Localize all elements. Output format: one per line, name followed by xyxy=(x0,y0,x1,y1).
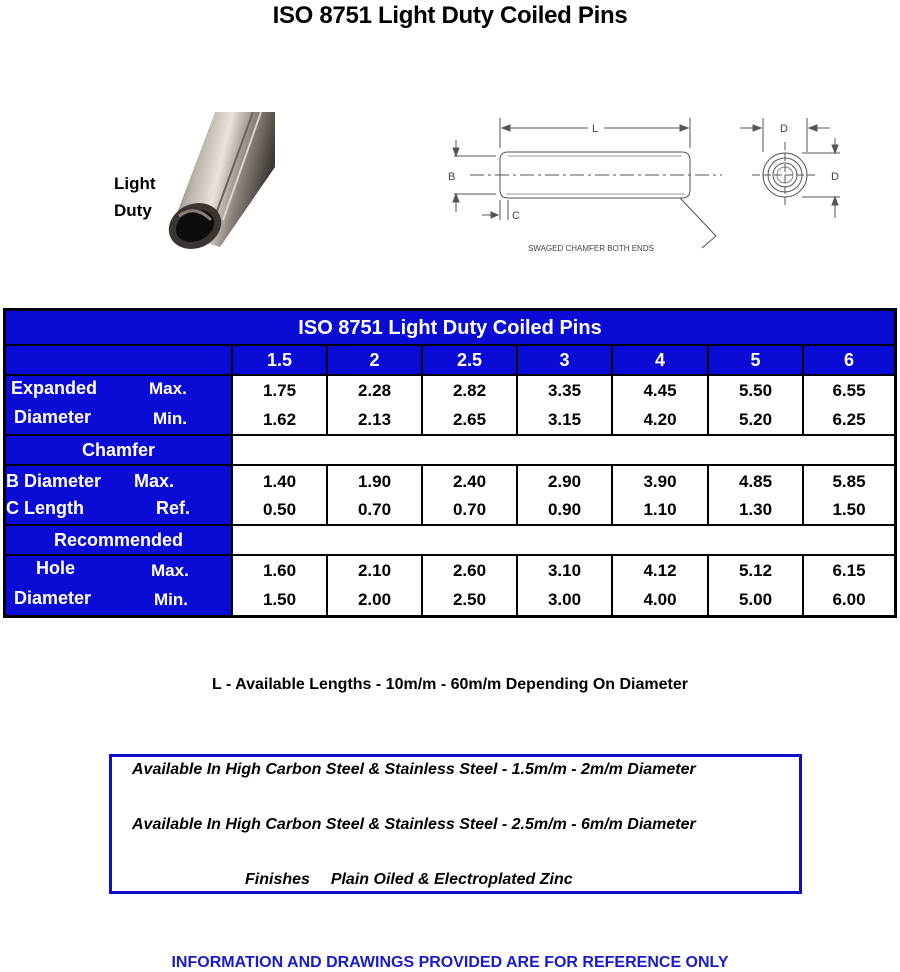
chamfer-cell-0 xyxy=(233,466,326,524)
c-length-value: 0.70 xyxy=(452,500,487,519)
expanded-min-value: 1.62 xyxy=(262,410,297,429)
chamfer-cell-3 xyxy=(518,466,611,524)
hole-cell-3 xyxy=(518,556,611,615)
header-blank xyxy=(6,346,231,374)
c-length-value: 0.50 xyxy=(262,500,297,519)
chamfer-heading: Chamfer xyxy=(6,436,231,464)
c-length-value: 1.10 xyxy=(643,500,677,519)
expanded-max-value: 1.75 xyxy=(262,381,297,400)
expanded-cell-2 xyxy=(423,376,516,434)
expanded-label: Expanded xyxy=(11,378,98,398)
size-header-5: 5 xyxy=(709,346,802,374)
chamfer-cell-6 xyxy=(804,466,894,524)
hole-cell-2 xyxy=(423,556,516,615)
recommended-blank xyxy=(233,526,894,554)
expanded-cell-6 xyxy=(804,376,894,434)
expanded-cell-4 xyxy=(613,376,707,434)
expanded-max-value: 2.82 xyxy=(452,381,487,400)
reference-disclaimer: INFORMATION AND DRAWINGS PROVIDED ARE FOR REFERENCE ONLY xyxy=(171,954,729,971)
finishes-value: Plain Oiled & Electroplated Zinc xyxy=(330,871,573,888)
expanded-min-value: 6.25 xyxy=(832,410,866,429)
hole-max-value: 4.12 xyxy=(643,561,677,580)
hole-max-value: 6.15 xyxy=(832,561,866,580)
hole-max-value: 2.60 xyxy=(452,561,487,580)
hole-min-label: Min. xyxy=(154,590,188,609)
b-diameter-value: 2.90 xyxy=(547,472,582,491)
b-diameter-value: 2.40 xyxy=(452,472,487,491)
drawing-note: SWAGED CHAMFER BOTH ENDS xyxy=(528,244,654,253)
drawing-label-D-right: D xyxy=(831,171,839,183)
hole-min-value: 4.00 xyxy=(643,590,677,609)
hole-min-value: 2.00 xyxy=(357,590,392,609)
chamfer-cell-5 xyxy=(709,466,802,524)
hole-min-value: 5.00 xyxy=(738,590,773,609)
b-diameter-value: 5.85 xyxy=(832,472,866,491)
size-header-1: 2 xyxy=(328,346,421,374)
expanded-min-value: 2.13 xyxy=(357,410,392,429)
finishes-line xyxy=(245,871,573,889)
expanded-cell-5 xyxy=(709,376,802,434)
hole-cell-5 xyxy=(709,556,802,615)
b-max-label: Max. xyxy=(134,471,175,491)
expanded-max-value: 3.35 xyxy=(547,381,582,400)
chamfer-blank xyxy=(233,436,894,464)
expanded-diameter-label xyxy=(6,376,231,434)
finishes-label: Finishes xyxy=(245,871,310,888)
b-diameter-value: 1.90 xyxy=(357,472,392,491)
b-diameter-value: 3.90 xyxy=(643,472,677,491)
hole-cell-6 xyxy=(804,556,894,615)
hole-max-value: 5.12 xyxy=(738,561,773,580)
drawing-label-L: L xyxy=(592,123,599,135)
chamfer-cell-1 xyxy=(328,466,421,524)
chamfer-cell-4 xyxy=(613,466,707,524)
diameter-label: Diameter xyxy=(14,407,92,427)
expanded-cell-1 xyxy=(328,376,421,434)
c-length-label: C Length xyxy=(6,498,84,518)
hole-min-value: 3.00 xyxy=(547,590,582,609)
spec-table xyxy=(3,308,897,618)
c-ref-label: Ref. xyxy=(156,498,191,518)
photo-label-line2: Duty xyxy=(114,201,152,220)
hole-max-value: 3.10 xyxy=(547,561,582,580)
availability-box xyxy=(109,754,802,894)
expanded-min-value: 4.20 xyxy=(643,410,677,429)
b-diameter-value: 1.40 xyxy=(262,472,297,491)
chamfer-label xyxy=(6,466,231,524)
hole-cell-0 xyxy=(233,556,326,615)
c-length-value: 1.50 xyxy=(832,500,866,519)
photo-label xyxy=(114,170,156,224)
drawing-label-C: C xyxy=(512,210,520,222)
expanded-cell-3 xyxy=(518,376,611,434)
hole-label: Hole xyxy=(36,558,76,578)
expanded-max-value: 6.55 xyxy=(832,381,866,400)
expanded-max-label: Max. xyxy=(149,379,187,398)
b-diameter-value: 4.85 xyxy=(738,472,773,491)
hole-max-label: Max. xyxy=(151,561,189,580)
c-length-value: 0.90 xyxy=(547,500,582,519)
expanded-min-value: 5.20 xyxy=(738,410,773,429)
b-diameter-label: B Diameter xyxy=(6,471,102,491)
page-title: ISO 8751 Light Duty Coiled Pins xyxy=(272,2,628,29)
drawing-label-B: B xyxy=(448,171,456,183)
size-header-4: 4 xyxy=(613,346,707,374)
hole-cell-4 xyxy=(613,556,707,615)
expanded-min-value: 2.65 xyxy=(452,410,487,429)
availability-line-2: Available In High Carbon Steel & Stainless Steel - 2.5m/m - 6m/m Diameter xyxy=(132,816,696,833)
expanded-min-value: 3.15 xyxy=(547,410,582,429)
size-header-0: 1.5 xyxy=(233,346,326,374)
hole-min-value: 1.50 xyxy=(262,590,297,609)
table-title: ISO 8751 Light Duty Coiled Pins xyxy=(6,311,894,344)
availability-line-1: Available In High Carbon Steel & Stainless Steel - 1.5m/m - 2m/m Diameter xyxy=(132,761,696,778)
recommended-heading: Recommended xyxy=(6,526,231,554)
hole-cell-1 xyxy=(328,556,421,615)
size-header-6: 6 xyxy=(804,346,894,374)
available-lengths-note: L - Available Lengths - 10m/m - 60m/m Depending On Diameter xyxy=(212,676,688,693)
drawing-label-D-top: D xyxy=(780,123,788,135)
expanded-max-value: 2.28 xyxy=(357,381,392,400)
expanded-min-label: Min. xyxy=(153,409,187,428)
expanded-max-value: 4.45 xyxy=(643,381,677,400)
size-header-2: 2.5 xyxy=(423,346,516,374)
hole-diameter-word: Diameter xyxy=(14,588,92,608)
hole-max-value: 1.60 xyxy=(262,561,297,580)
size-header-3: 3 xyxy=(518,346,611,374)
coiled-pin-photo xyxy=(165,112,275,252)
c-length-value: 1.30 xyxy=(738,500,773,519)
c-length-value: 0.70 xyxy=(357,500,392,519)
hole-max-value: 2.10 xyxy=(357,561,392,580)
hole-min-value: 6.00 xyxy=(832,590,866,609)
chamfer-cell-2 xyxy=(423,466,516,524)
pin-dimension-drawing xyxy=(440,112,860,262)
hole-min-value: 2.50 xyxy=(452,590,487,609)
photo-label-line1: Light xyxy=(114,174,156,193)
expanded-max-value: 5.50 xyxy=(738,381,773,400)
expanded-cell-0 xyxy=(233,376,326,434)
hole-diameter-label xyxy=(6,556,231,615)
